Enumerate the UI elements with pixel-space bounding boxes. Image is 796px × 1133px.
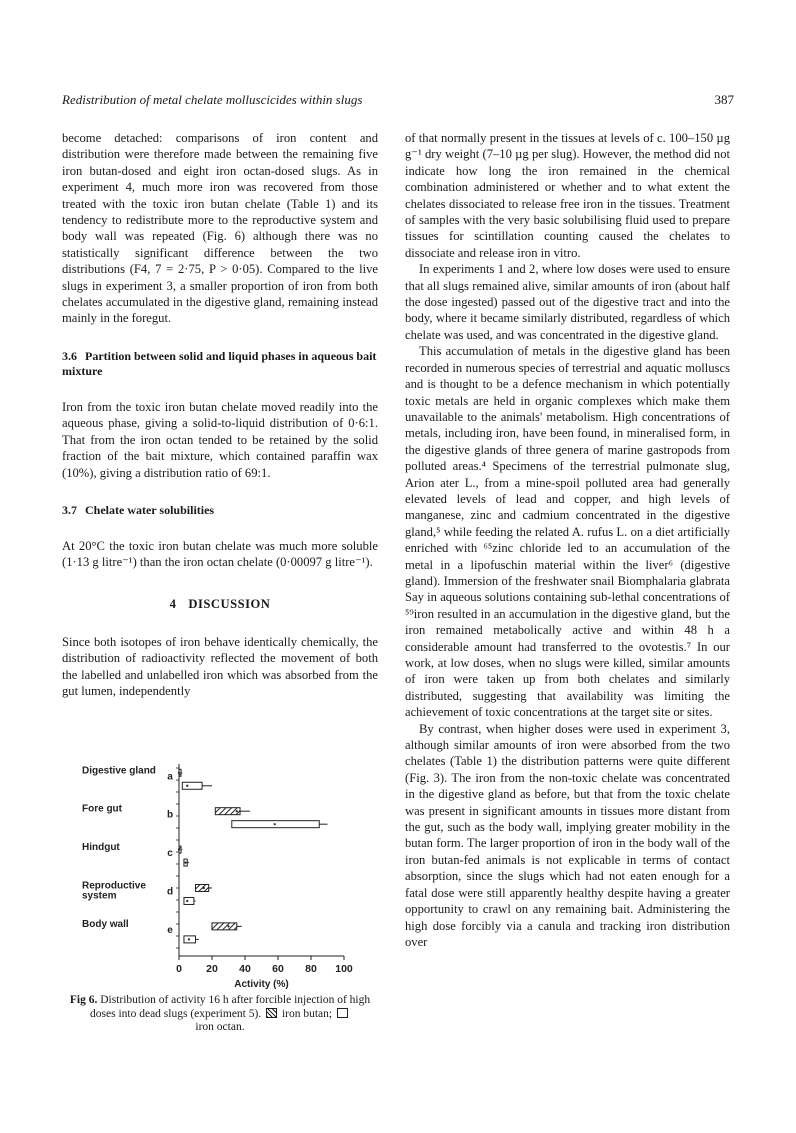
section-title: DISCUSSION: [188, 596, 271, 611]
category-letter: c: [167, 848, 173, 860]
bar-mean-dot: [178, 772, 180, 774]
x-tick-label: 40: [239, 963, 251, 975]
bar-iron-butan: [196, 884, 209, 891]
paragraph: become detached: comparisons of iron content and distribution were therefore made between the remaining five iron butan-dosed and eight iron octan-dosed slugs. As in experiment 4, much more iron was recovered from those treated with the toxic iron butan chelate (Table 1) and its tendency to redistribute more to the reproductive system and body wall was repeated (Fig. 6) although there was no statistically significant difference between the two distributions (F4, 7 = 2·75, P > 0·05). Compared to the live slugs in experiment 3, a smaller proportion of iron from both chelates accumulated in the digestive gland, remaining instead mainly in the foregut.: [62, 131, 378, 326]
category-letter: d: [166, 886, 174, 898]
activity-chart: [62, 756, 382, 991]
bar-mean-dot: [185, 861, 187, 863]
legend-label-butan: iron butan;: [281, 1007, 333, 1020]
category-label: Body wall: [82, 918, 129, 930]
figure-caption: [62, 994, 378, 1035]
x-tick-label: 80: [305, 963, 317, 975]
paragraph: At 20°C the toxic iron butan chelate was much more soluble (1·13 g litre⁻¹) than the iron octan chelate (0·00097 g litre⁻¹).: [62, 538, 378, 570]
page-header: [62, 92, 734, 114]
section-number: 3.6: [62, 348, 77, 363]
x-tick-label: 100: [335, 963, 353, 975]
bar-iron-butan: [212, 923, 237, 930]
bar-mean-dot: [188, 938, 190, 940]
x-axis-label: Activity (%): [234, 979, 289, 990]
section-heading-3-6: [62, 349, 378, 379]
left-column: [62, 130, 378, 699]
caption-label: Fig 6.: [69, 994, 98, 1006]
x-tick-label: 20: [206, 963, 218, 975]
paragraph: Iron from the toxic iron butan chelate moved readily into the aqueous phase, giving a solid-to-liquid distribution of 0·6:1. That from the iron octan tended to be retained by the solid fraction of the bait mixture, which contained paraffin wax (10%), giving a distribution ratio of 69:1.: [62, 399, 378, 480]
category-letter: e: [167, 924, 173, 936]
bar-mean-dot: [236, 810, 238, 812]
bar-mean-dot: [203, 887, 205, 889]
bar-mean-dot: [186, 785, 188, 787]
bar-mean-dot: [227, 925, 229, 927]
bar-mean-dot: [186, 900, 188, 902]
category-label: Fore gut: [82, 803, 122, 815]
bar-iron-octan: [184, 897, 194, 904]
caption-text: Distribution of activity 16 h after forcible injection of high doses into dead slugs (experiment 5).: [90, 994, 371, 1020]
section-heading-discussion: [62, 597, 378, 612]
x-tick-label: 0: [176, 963, 182, 975]
legend-label-octan: iron octan.: [195, 1021, 245, 1033]
section-number: 3.7: [62, 502, 77, 517]
x-tick-label: 60: [272, 963, 284, 975]
section-heading-3-7: [62, 503, 378, 518]
category-label: system: [82, 890, 117, 902]
bar-mean-dot: [178, 848, 180, 850]
paragraph: of that normally present in the tissues at levels of c. 100–150 µg g⁻¹ dry weight (7–10 µg per slug). However, the method did not indicate how long the iron remained in the chemical combination administered or whether and to what extent the chelates dissociated to release free iron in the tissues. Treatment of samples with the very basic solubilising fluid used to prepare tissues for scintillation counting caused the chelates to dissociate and release iron in vitro.: [405, 131, 730, 260]
right-column: [405, 130, 730, 950]
category-label: Reproductive: [82, 880, 146, 892]
section-title: Partition between solid and liquid phases in aqueous bait mixture: [62, 348, 377, 378]
section-number: 4: [169, 596, 177, 611]
category-label: Digestive gland: [82, 765, 156, 777]
paragraph: In experiments 1 and 2, where low doses were used to ensure that all slugs remained alive, similar amounts of iron (about half the dose ingested) passed out of the digestive tract and into the body, where it became similarly distributed, regardless of which chelate was used, and was concentrated in the digestive gland.: [405, 262, 730, 342]
legend-open-swatch: [337, 1008, 348, 1018]
category-letter: b: [166, 809, 174, 821]
category-label: Hindgut: [82, 842, 120, 854]
legend-hatched-swatch: [266, 1008, 277, 1018]
page-number: 387: [714, 92, 734, 107]
category-letter: a: [167, 771, 173, 783]
bar-iron-octan: [182, 782, 202, 789]
paragraph: By contrast, when higher doses were used in experiment 3, although similar amounts of iron were absorbed from the two chelates (Table 1) the distribution patterns were quite different (Fig. 3). The iron from the non-toxic chelate was concentrated in the digestive gland as before, but that from the toxic chelate was present in significant amounts in tissues more distant from the gut, such as the body wall, implying greater mobility in the butan form. The larger proportion of iron in the body wall of the iron butan-fed animals is not explicable in terms of contact absorption, since the slugs which had not eaten enough for a fatal dose were still apparently healthy despite having a greater opportunity to crawl on any remaining bait. Administering the high dose forcibly via a canula and tracking iron distribution over: [405, 721, 730, 949]
bar-mean-dot: [274, 823, 276, 825]
paragraph: This accumulation of metals in the digestive gland has been recorded in numerous species of terrestrial and aquatic molluscs and is thought to be a defence mechanism in which potentially toxic metals are held in organic complexes which make them unavailable to the animals' metabolism. High concentrations of metals, including iron, have been found, in mineralised form, in the digestive glands of three genera of marine gastropods from polluted areas.⁴ Specimens of the terrestrial pulmonate slug, Arion ater L., from a mine-spoil polluted area had generally elevated levels of lead and copper, and high levels of manganese, zinc and cadmium concentrated in the digestive gland,⁵ while feeding the related A. rufus L. on a diet artificially enriched with ⁶⁵zinc chloride led to an accumulation of the metal in a lipofuschin material within the liver⁶ (digestive gland). Immersion of the freshwater snail Biomphalaria glabrata Say in aqueous solutions containing sub-lethal concentrations of ⁵⁹iron resulted in an accumulation in the digestive gland, but the iron remained metabolically active and within 48 h a considerable amount had transferred to the ovotestis.⁷ In our work, at low doses, when no slugs were killed, similar amounts of iron were taken up from both chelates and similarly distributed, suggesting that availability was limiting the achievement of toxic concentrations at the target site or sites.: [405, 344, 730, 720]
paragraph: Since both isotopes of iron behave identically chemically, the distribution of radioactivity reflected the movement of both the labelled and unlabelled iron which was absorbed from the gut lumen, independently: [62, 634, 378, 698]
running-title: Redistribution of metal chelate molluscicides within slugs: [62, 92, 363, 107]
section-title: Chelate water solubilities: [85, 502, 215, 517]
